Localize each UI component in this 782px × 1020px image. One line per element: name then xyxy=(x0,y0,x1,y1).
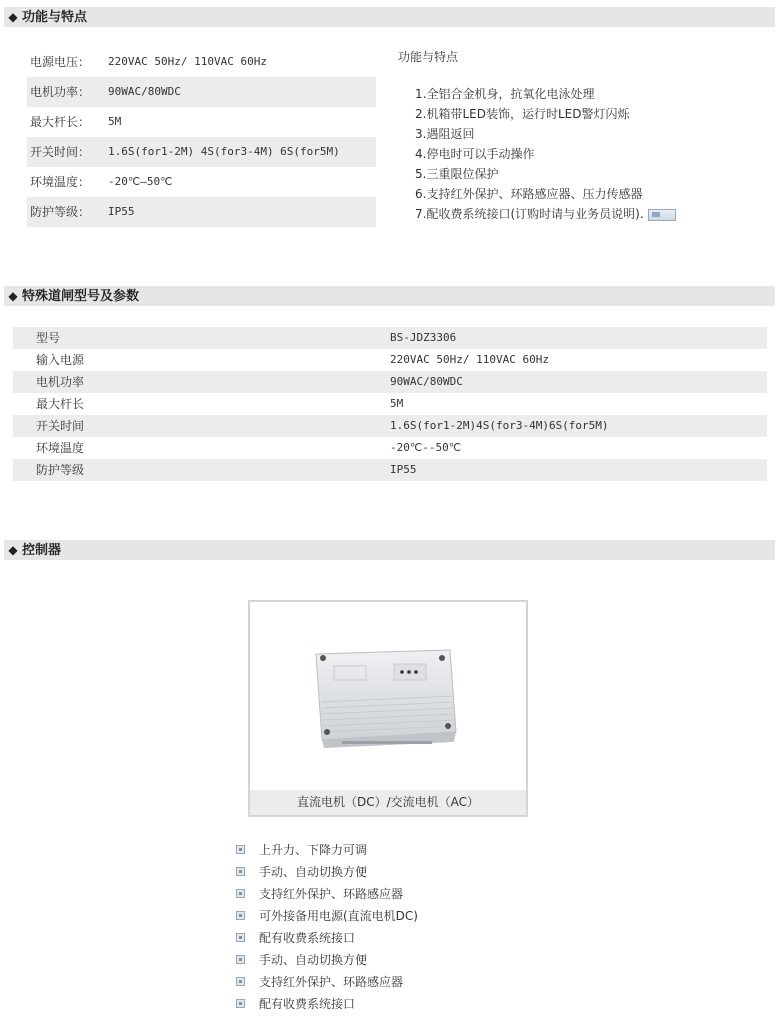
table-cell-label: 防护等级 xyxy=(36,463,85,477)
bullet-icon xyxy=(236,977,245,986)
spec-row xyxy=(27,167,376,197)
table-cell-value: 5M xyxy=(390,397,404,410)
feature-item: 5.三重限位保护 xyxy=(415,167,499,181)
list-item xyxy=(235,949,418,971)
feature-list xyxy=(398,46,768,224)
feature-item: 1.全铝合金机身，抗氧化电泳处理 xyxy=(415,87,595,101)
bullet-icon xyxy=(236,999,245,1008)
spec-label: 防护等级： xyxy=(30,205,91,219)
list-item-text: 手动、自动切换方便 xyxy=(259,953,368,967)
bullet-icon xyxy=(236,889,245,898)
table-cell-value: 90WAC/80WDC xyxy=(390,375,463,388)
table-row xyxy=(13,415,767,437)
list-item-text: 支持红外保护、环路感应器 xyxy=(259,975,404,989)
controller-feature-list xyxy=(235,839,418,1015)
list-item xyxy=(235,905,418,927)
table-row xyxy=(13,349,767,371)
list-item-text: 配有收费系统接口 xyxy=(259,997,356,1011)
feature-item: 2.机箱带LED装饰，运行时LED警灯闪烁 xyxy=(415,107,630,121)
table-cell-label: 输入电源 xyxy=(36,353,85,367)
section-title: 控制器 xyxy=(22,543,62,558)
bullet-icon xyxy=(236,867,245,876)
spec-row xyxy=(27,47,376,77)
section-heading-features xyxy=(4,7,775,27)
spec-row xyxy=(27,137,376,167)
spec-label: 电机功率： xyxy=(30,85,91,99)
table-cell-value: IP55 xyxy=(390,463,417,476)
spec-row xyxy=(27,107,376,137)
table-row xyxy=(13,393,767,415)
table-cell-label: 开关时间 xyxy=(36,419,85,433)
feature-item: 6.支持红外保护、环路感应器、压力传感器 xyxy=(415,187,643,201)
section-title: 特殊道闸型号及参数 xyxy=(22,289,140,304)
diamond-icon: ◆ xyxy=(8,289,18,303)
list-item xyxy=(235,839,418,861)
feature-list-title: 功能与特点 xyxy=(398,50,459,64)
list-item-text: 支持红外保护、环路感应器 xyxy=(259,887,404,901)
table-cell-value: 1.6S(for1-2M)4S(for3-4M)6S(for5M) xyxy=(390,419,609,432)
bullet-icon xyxy=(236,911,245,920)
feature-item-text: 7.配收费系统接口(订购时请与业务员说明). xyxy=(415,207,644,221)
list-item-text: 可外接备用电源(直流电机DC) xyxy=(259,909,418,923)
model-table xyxy=(13,327,767,481)
table-cell-label: 电机功率 xyxy=(36,375,85,389)
spec-value: -20℃—50℃ xyxy=(108,175,173,188)
feature-item: 4.停电时可以手动操作 xyxy=(415,147,535,161)
spec-value: 220VAC 50Hz/ 110VAC 60Hz xyxy=(108,55,267,68)
spec-label: 电源电压： xyxy=(30,55,91,69)
table-row xyxy=(13,327,767,349)
bullet-icon xyxy=(236,845,245,854)
spec-label: 最大杆长： xyxy=(30,115,91,129)
table-cell-value: -20℃--50℃ xyxy=(390,441,462,454)
controller-box-image xyxy=(308,644,468,749)
product-caption: 直流电机（DC）/交流电机（AC） xyxy=(250,790,526,815)
list-item xyxy=(235,883,418,905)
list-item-text: 手动、自动切换方便 xyxy=(259,865,368,879)
list-item xyxy=(235,861,418,883)
table-row xyxy=(13,371,767,393)
section-title: 功能与特点 xyxy=(22,10,88,25)
spec-row xyxy=(27,77,376,107)
table-row xyxy=(13,437,767,459)
spec-label: 环境温度： xyxy=(30,175,91,189)
spec-table xyxy=(27,47,376,227)
spec-row xyxy=(27,197,376,227)
list-item-text: 上升力、下降力可调 xyxy=(259,843,368,857)
bullet-icon xyxy=(236,955,245,964)
section-heading-models xyxy=(4,286,775,306)
list-item xyxy=(235,927,418,949)
list-item xyxy=(235,971,418,993)
spec-value: 5M xyxy=(108,115,122,128)
spec-value: IP55 xyxy=(108,205,135,218)
feature-item: 3.遇阻返回 xyxy=(415,127,475,141)
table-cell-label: 最大杆长 xyxy=(36,397,85,411)
bullet-icon xyxy=(236,933,245,942)
spec-value: 1.6S(for1-2M) 4S(for3-4M) 6S(for5M) xyxy=(108,145,340,158)
table-cell-value: BS-JDZ3306 xyxy=(390,331,457,344)
list-item xyxy=(235,993,418,1015)
product-image-frame[interactable] xyxy=(248,600,528,817)
table-cell-label: 环境温度 xyxy=(36,441,85,455)
image-icon[interactable] xyxy=(648,209,676,221)
feature-item-last xyxy=(415,204,768,224)
spec-value: 90WAC/80WDC xyxy=(108,85,181,98)
diamond-icon: ◆ xyxy=(8,543,18,557)
list-item-text: 配有收费系统接口 xyxy=(259,931,356,945)
table-row xyxy=(13,459,767,481)
table-cell-label: 型号 xyxy=(36,331,61,345)
section-heading-controller xyxy=(4,540,775,560)
table-cell-value: 220VAC 50Hz/ 110VAC 60Hz xyxy=(390,353,549,366)
spec-label: 开关时间： xyxy=(30,145,91,159)
diamond-icon: ◆ xyxy=(8,10,18,24)
